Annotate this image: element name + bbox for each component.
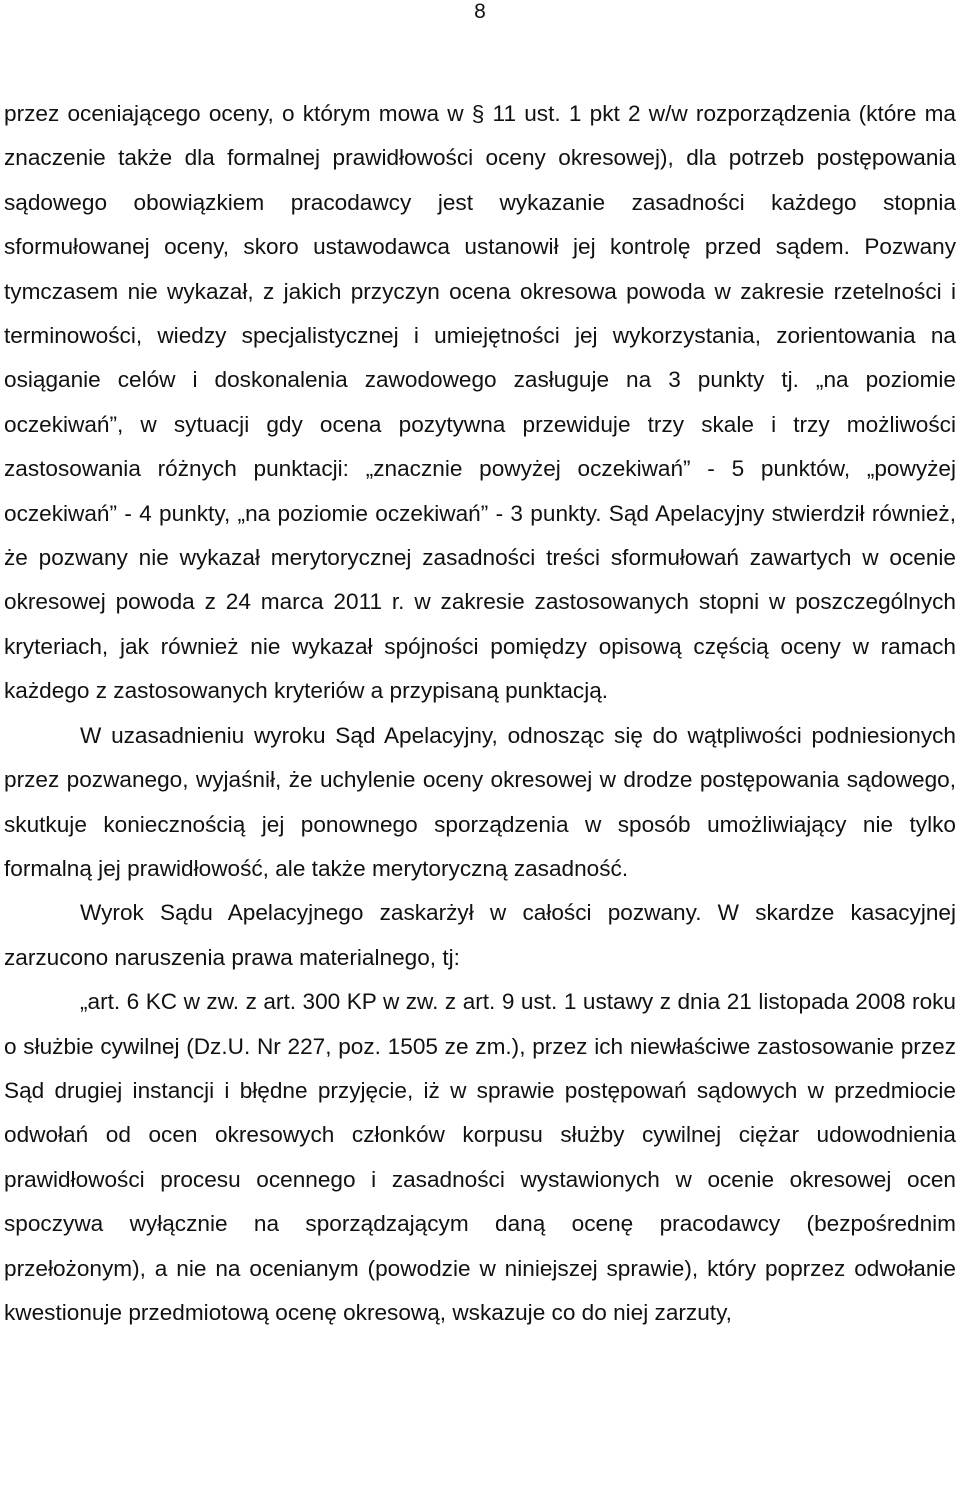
paragraph-cassation: Wyrok Sądu Apelacyjnego zaskarżył w całości pozwany. W skardze kasacyjnej zarzucono naruszenia prawa materialnego, tj: [4, 900, 956, 970]
paragraph-charge: „art. 6 KC w zw. z art. 300 KP w zw. z art. 9 ust. 1 ustawy z dnia 21 listopada 2008 roku o służbie cywilnej (Dz.U. Nr 227, poz. 1505 ze zm.), przez ich niewłaściwe zastosowanie przez Sąd drugiej instancji i błędne przyjęcie, iż w sprawie postępowań sądowych w przedmiocie odwołań od ocen okresowych członków korpusu służby cywilnej ciężar udowodnienia prawidłowości procesu ocennego i zasadności wystawionych w ocenie okresowej ocen spoczywa wyłącznie na sporządzającym daną ocenę pracodawcy (bezpośrednim przełożonym), a nie na ocenianym (powodzie w niniejszej sprawie), który poprzez odwołanie kwestionuje przedmiotową ocenę okresową, wskazuje co do niej zarzuty, [4, 989, 956, 1325]
page-number: 8 [474, 0, 486, 23]
document-body [4, 92, 956, 1335]
paragraph-continuation: przez oceniającego oceny, o którym mowa w § 11 ust. 1 pkt 2 w/w rozporządzenia (które ma znaczenie także dla formalnej prawidłowości oceny okresowej), dla potrzeb postępowania sądowego obowiązkiem pracodawcy jest wykazanie zasadności każdego stopnia sformułowanej oceny, skoro ustawodawca ustanowił jej kontrolę przed sądem. Pozwany tymczasem nie wykazał, z jakich przyczyn ocena okresowa powoda w zakresie rzetelności i terminowości, wiedzy specjalistycznej i umiejętności jej wykorzystania, zorientowania na osiąganie celów i doskonalenia zawodowego zasługuje na 3 punkty tj. „na poziomie oczekiwań”, w sytuacji gdy ocena pozytywna przewiduje trzy skale i trzy możliwości zastosowania różnych punktacji: „znacznie powyżej oczekiwań” - 5 punktów, „powyżej oczekiwań” - 4 punkty, „na poziomie oczekiwań” - 3 punkty. Sąd Apelacyjny stwierdził również, że pozwany nie wykazał merytorycznej zasadności treści sformułowań zawartych w ocenie okresowej powoda z 24 marca 2011 r. w zakresie zastosowanych stopni w poszczególnych kryteriach, jak również nie wykazał spójności pomiędzy opisową częścią oceny w ramach każdego z zastosowanych kryteriów a przypisaną punktacją. [4, 101, 956, 704]
paragraph-justification: W uzasadnieniu wyroku Sąd Apelacyjny, odnosząc się do wątpliwości podniesionych przez pozwanego, wyjaśnił, że uchylenie oceny okresowej w drodze postępowania sądowego, skutkuje koniecznością jej ponownego sporządzenia w sposób umożliwiający nie tylko formalną jej prawidłowość, ale także merytoryczną zasadność. [4, 722, 956, 881]
